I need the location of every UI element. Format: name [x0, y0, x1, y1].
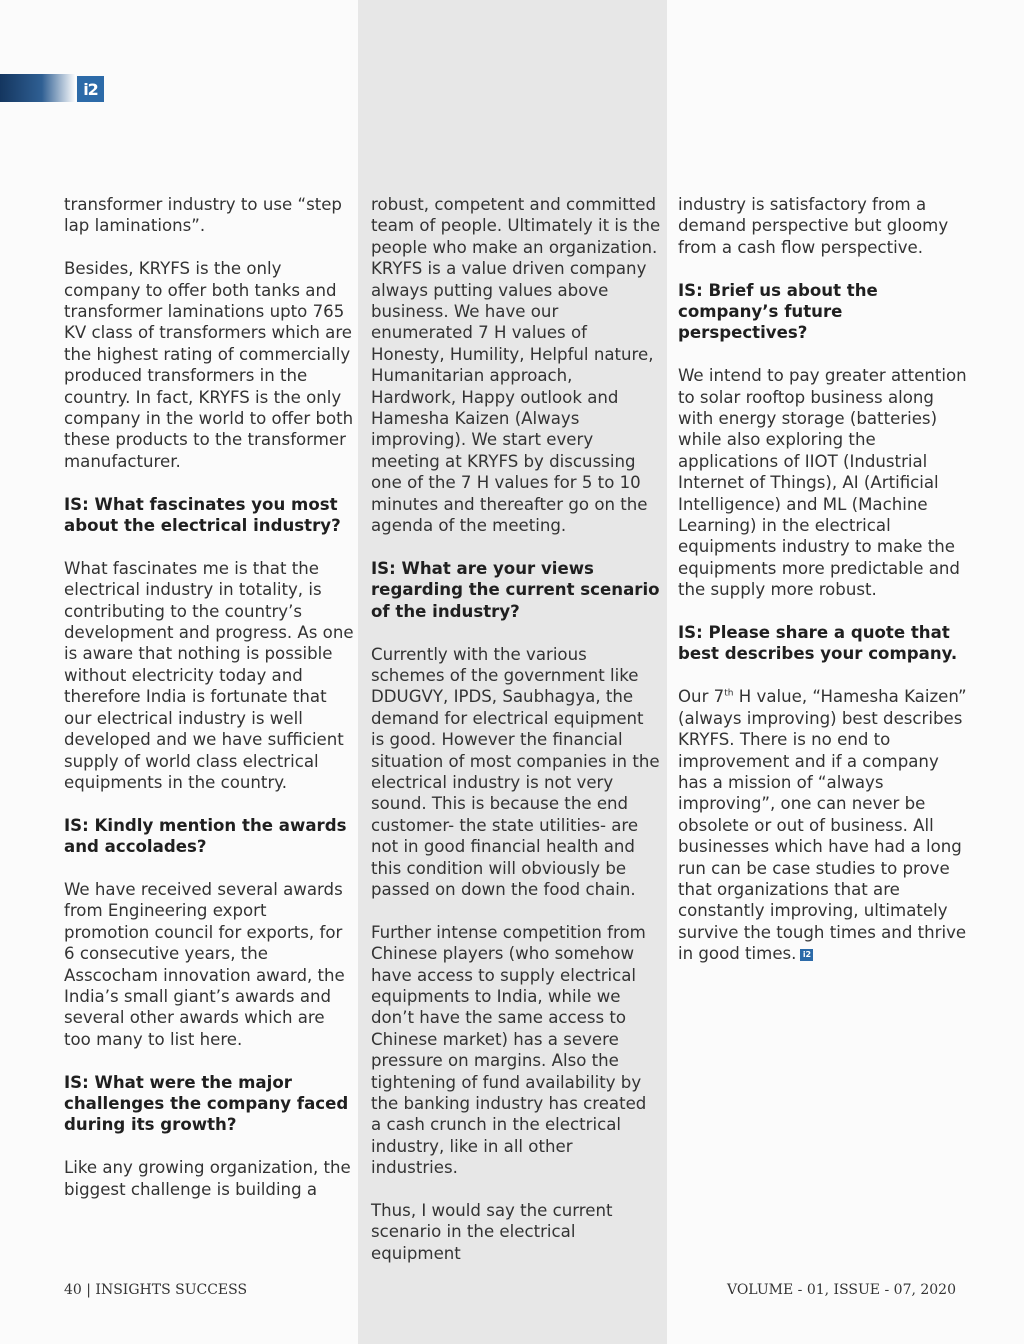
footer-issue-label: VOLUME - 01, ISSUE - 07, 2020 [726, 1282, 956, 1298]
answer-paragraph: transformer industry to use “step lap laminations”. [64, 195, 342, 236]
answer-paragraph: We intend to pay greater attention to solar rooftop business along with energy storage (batteries) while also exploring the applications of IIOT (Industrial Internet of Things), AI (Artificial Intelligence) and ML (Machine Learning) in the electrical equipments industry to make the equipments more predictable and the supply more robust. [678, 366, 967, 600]
end-mark-logo-icon: i2 [800, 949, 813, 961]
header-gradient-bar [0, 74, 76, 102]
article-column-3 [678, 194, 968, 986]
interview-question: IS: Brief us about the company’s future perspectives? [678, 280, 878, 343]
answer-paragraph: Thus, I would say the current scenario in the electrical equipment [371, 1201, 613, 1263]
interview-question: IS: Kindly mention the awards and accolades? [64, 815, 347, 857]
article-column-1 [64, 194, 354, 1221]
magazine-logo-icon: i2 [77, 76, 104, 102]
answer-text: Our 7 [678, 687, 725, 707]
interview-question: IS: What fascinates you most about the electrical industry? [64, 494, 341, 536]
answer-paragraph: We have received several awards from Engineering export promotion council for exports, for 6 consecutive years, the Asscocham innovation award, the India’s small giant’s awards and several other awards which are too many to list here. [64, 879, 345, 1049]
answer-paragraph: What fascinates me is that the electrical industry in totality, is contributing to the country’s development and progress. As one is aware that nothing is possible without electricity today and therefore India is fortunate that our electrical industry is well developed and we have sufficient supply of world class electrical equipments in the country. [64, 558, 354, 792]
ordinal-superscript: th [724, 688, 734, 699]
answer-paragraph [678, 686, 968, 964]
interview-question: IS: What were the major challenges the company faced during its growth? [64, 1072, 349, 1135]
answer-paragraph: Besides, KRYFS is the only company to offer both tanks and transformer laminations upto 765 KV class of transformers which are the highest rating of commercially produced transformers in the country. In fact, KRYFS is the only company in the world to offer both these products to the transformer manufacturer. [64, 259, 354, 471]
answer-paragraph: industry is satisfactory from a demand perspective but gloomy from a cash flow perspective. [678, 195, 949, 257]
interview-question: IS: What are your views regarding the current scenario of the industry? [371, 558, 660, 621]
answer-paragraph: robust, competent and committed team of people. Ultimately it is the people who make an organization. KRYFS is a value driven company always putting values above business. We have our enumerated 7 H values of Honesty, Humility, Helpful nature, Humanitarian approach, Hardwork, Happy outlook and Hamesha Kaizen (Always improving). We start every meeting at KRYFS by discussing one of the 7 H values for 5 to 10 minutes and thereafter go on the agenda of the meeting. [371, 195, 661, 536]
answer-paragraph: Like any growing organization, the biggest challenge is building a [64, 1158, 351, 1199]
answer-paragraph: Further intense competition from Chinese players (who somehow have access to supply electrical equipments to India, while we don’t have the same access to Chinese market) has a severe pressure on margins. Also the tightening of fund availability by the banking industry has created a cash crunch in the electrical industry, like in all other industries. [371, 922, 647, 1178]
footer-page-label: 40 | INSIGHTS SUCCESS [64, 1282, 248, 1298]
interview-question: IS: Please share a quote that best describes your company. [678, 623, 958, 664]
answer-paragraph: Currently with the various schemes of the government like DDUGVY, IPDS, Saubhagya, the demand for electrical equipment is good. However the financial situation of most companies in the electrical industry is not very sound. This is because the end customer- the state utilities- are not in good financial health and this condition will obviously be passed on down the food chain. [371, 644, 660, 899]
article-column-2 [371, 194, 661, 1286]
answer-text: H value, “Hamesha Kaizen” (always improving) best describes KRYFS. There is no end to improvement and if a company has a mission of “always improving”, one can never be obsolete or out of business. All businesses which have had a long run can be case studies to prove that organizations that are constantly improving, ultimately survive the tough times and thrive in good times. [678, 687, 967, 964]
